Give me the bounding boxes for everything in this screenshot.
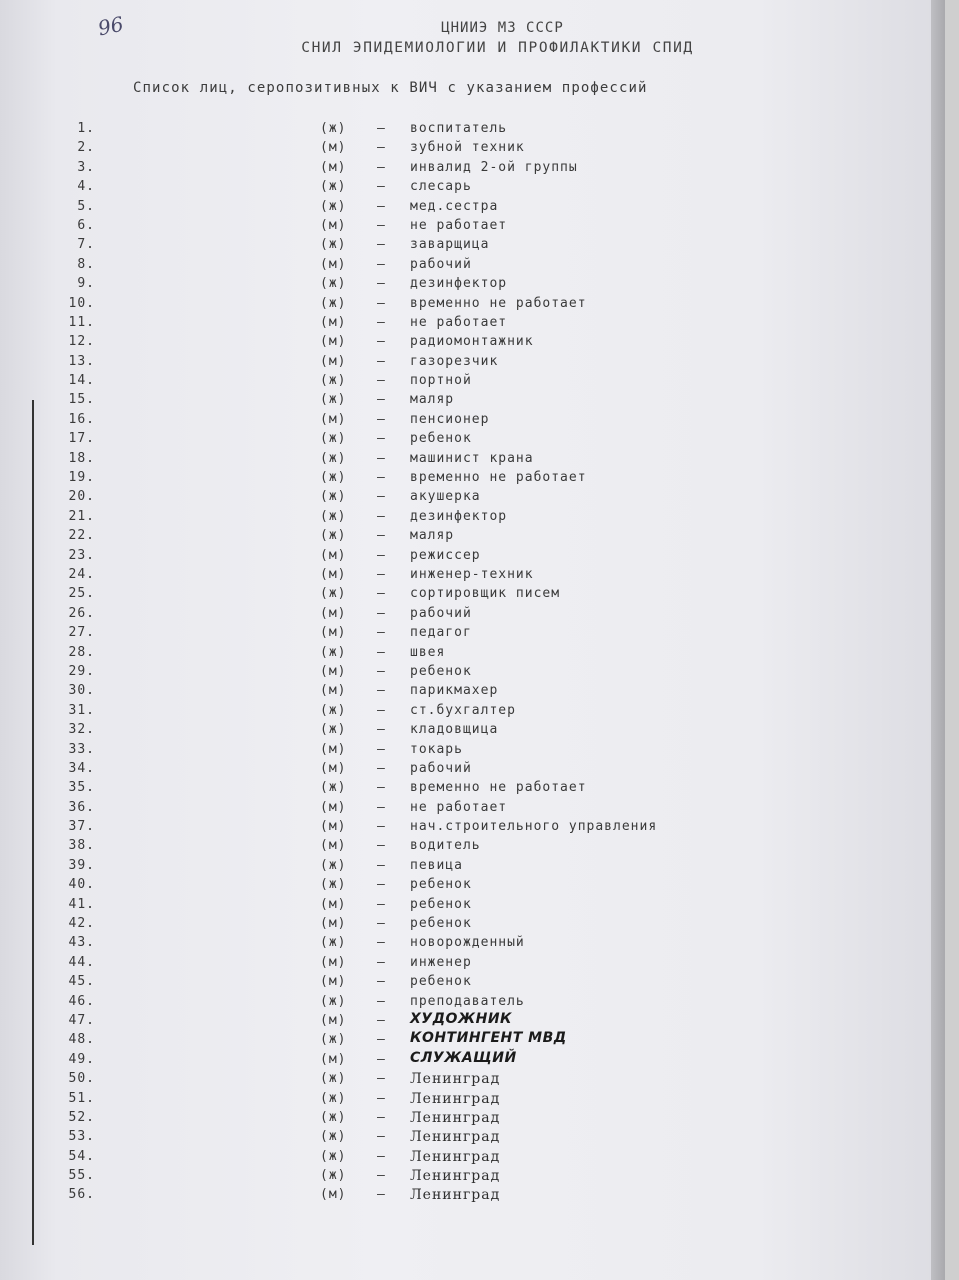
row-number: 30. [68, 683, 95, 699]
list-row [0, 742, 945, 761]
row-sex: (ж) [320, 1032, 347, 1048]
row-profession: не работает [410, 314, 508, 330]
row-sex: (ж) [320, 780, 347, 796]
row-number: 20. [68, 489, 95, 505]
row-sex: (м) [320, 799, 347, 815]
row-profession: не работает [410, 799, 508, 815]
row-dash: – [377, 1148, 386, 1164]
row-profession: КОНТИНГЕНТ МВД [410, 1030, 567, 1047]
list-row [0, 354, 945, 373]
list-row [0, 160, 945, 179]
row-dash: – [377, 1109, 386, 1125]
row-sex: (м) [320, 1187, 347, 1203]
row-profession: режиссер [410, 547, 481, 563]
row-number: 24. [68, 566, 95, 582]
list-row [0, 1091, 945, 1110]
row-number: 25. [68, 586, 95, 602]
list-row [0, 1168, 945, 1187]
list-row [0, 877, 945, 896]
row-profession: Ленинград [410, 1129, 501, 1146]
list-row [0, 567, 945, 586]
row-number: 1. [77, 121, 95, 136]
row-number: 3. [77, 159, 95, 175]
row-dash: – [377, 586, 386, 602]
row-sex: (м) [320, 663, 347, 679]
row-sex: (ж) [320, 528, 347, 544]
row-dash: – [377, 877, 386, 893]
row-number: 15. [68, 392, 95, 408]
row-number: 39. [68, 857, 95, 873]
list-row [0, 935, 945, 954]
row-number: 56. [68, 1187, 95, 1203]
handwritten-note: 96 [95, 11, 126, 41]
list-row [0, 586, 945, 605]
list-row [0, 761, 945, 780]
row-profession: радиомонтажник [410, 334, 534, 350]
list-row [0, 121, 945, 140]
row-profession: ХУДОЖНИК [410, 1010, 512, 1027]
row-dash: – [377, 411, 386, 427]
row-profession: ребенок [410, 896, 472, 912]
list-row [0, 334, 945, 353]
row-sex: (м) [320, 838, 347, 854]
row-number: 31. [68, 702, 95, 718]
row-profession: ст.бухгалтер [410, 702, 516, 718]
row-number: 40. [68, 877, 95, 893]
row-number: 32. [68, 722, 95, 738]
row-dash: – [377, 334, 386, 350]
row-number: 8. [77, 256, 95, 272]
row-sex: (ж) [320, 1109, 347, 1125]
row-sex: (ж) [320, 373, 347, 389]
institute-name: ЦНИИЭ МЗ СССР [441, 20, 564, 36]
row-number: 27. [68, 625, 95, 641]
row-sex: (м) [320, 741, 347, 757]
row-number: 43. [68, 935, 95, 951]
row-profession: маляр [410, 392, 455, 408]
list-row [0, 664, 945, 683]
row-dash: – [377, 121, 386, 136]
row-sex: (м) [320, 334, 347, 350]
row-sex: (ж) [320, 993, 347, 1009]
row-profession: мед.сестра [410, 198, 499, 214]
row-profession: ребенок [410, 431, 472, 447]
row-sex: (м) [320, 314, 347, 330]
row-sex: (м) [320, 140, 347, 156]
row-dash: – [377, 760, 386, 776]
row-sex: (ж) [320, 857, 347, 873]
row-dash: – [377, 140, 386, 156]
row-sex: (ж) [320, 1168, 347, 1184]
list-row [0, 257, 945, 276]
list-row [0, 897, 945, 916]
row-sex: (м) [320, 159, 347, 175]
row-dash: – [377, 159, 386, 175]
row-profession: кладовщица [410, 722, 499, 738]
list-row [0, 1071, 945, 1090]
row-profession: Ленинград [410, 1071, 501, 1088]
row-sex: (м) [320, 547, 347, 563]
row-profession: временно не работает [410, 470, 587, 486]
row-sex: (ж) [320, 198, 347, 214]
row-dash: – [377, 450, 386, 466]
list-row [0, 916, 945, 935]
row-dash: – [377, 935, 386, 951]
row-dash: – [377, 489, 386, 505]
document-header [0, 20, 945, 56]
row-number: 2. [77, 140, 95, 156]
row-dash: – [377, 625, 386, 641]
list-row [0, 1049, 945, 1071]
row-number: 23. [68, 547, 95, 563]
row-profession: инженер [410, 954, 472, 970]
row-sex: (м) [320, 974, 347, 990]
list-row [0, 819, 945, 838]
row-profession: ребенок [410, 877, 472, 893]
list-row [0, 218, 945, 237]
row-profession: инвалид 2-ой группы [410, 159, 578, 175]
row-profession: СЛУЖАЩИЙ [410, 1049, 517, 1066]
row-dash: – [377, 741, 386, 757]
row-sex: (ж) [320, 179, 347, 195]
row-dash: – [377, 780, 386, 796]
row-profession: Ленинград [410, 1090, 501, 1107]
row-number: 35. [68, 780, 95, 796]
row-number: 46. [68, 993, 95, 1009]
row-profession: швея [410, 644, 446, 660]
row-number: 18. [68, 450, 95, 466]
row-number: 54. [68, 1148, 95, 1164]
list-row [0, 645, 945, 664]
row-sex: (ж) [320, 470, 347, 486]
row-number: 6. [77, 217, 95, 233]
row-dash: – [377, 508, 386, 524]
row-profession: пенсионер [410, 411, 490, 427]
row-sex: (ж) [320, 935, 347, 951]
row-dash: – [377, 1090, 386, 1106]
person-list [0, 121, 945, 1207]
list-row [0, 703, 945, 722]
row-number: 42. [68, 916, 95, 932]
row-profession: заварщица [410, 237, 490, 253]
row-dash: – [377, 702, 386, 718]
list-row [0, 470, 945, 489]
row-dash: – [377, 819, 386, 835]
list-row [0, 392, 945, 411]
row-dash: – [377, 528, 386, 544]
row-profession: машинист крана [410, 450, 534, 466]
row-profession: инженер-техник [410, 566, 534, 582]
list-row [0, 315, 945, 334]
row-sex: (ж) [320, 450, 347, 466]
row-dash: – [377, 857, 386, 873]
row-profession: временно не работает [410, 295, 587, 311]
row-profession: ребенок [410, 663, 472, 679]
row-profession: маляр [410, 528, 455, 544]
list-row [0, 1110, 945, 1129]
row-number: 34. [68, 760, 95, 776]
row-number: 37. [68, 819, 95, 835]
row-sex: (ж) [320, 295, 347, 311]
row-sex: (м) [320, 566, 347, 582]
row-profession: рабочий [410, 605, 472, 621]
row-profession: преподаватель [410, 993, 525, 1009]
row-profession: Ленинград [410, 1148, 501, 1165]
list-row [0, 489, 945, 508]
row-number: 33. [68, 741, 95, 757]
row-dash: – [377, 974, 386, 990]
row-dash: – [377, 431, 386, 447]
list-row [0, 431, 945, 450]
row-dash: – [377, 353, 386, 369]
row-sex: (ж) [320, 1071, 347, 1087]
row-dash: – [377, 1129, 386, 1145]
row-sex: (ж) [320, 392, 347, 408]
row-sex: (м) [320, 353, 347, 369]
row-sex: (м) [320, 916, 347, 932]
row-dash: – [377, 217, 386, 233]
list-row [0, 296, 945, 315]
row-number: 28. [68, 644, 95, 660]
row-number: 9. [77, 276, 95, 292]
row-number: 55. [68, 1168, 95, 1184]
row-dash: – [377, 605, 386, 621]
row-sex: (ж) [320, 877, 347, 893]
row-dash: – [377, 1071, 386, 1087]
list-row [0, 1149, 945, 1168]
row-number: 4. [77, 179, 95, 195]
row-sex: (м) [320, 683, 347, 699]
row-number: 51. [68, 1090, 95, 1106]
row-profession: Ленинград [410, 1187, 501, 1204]
row-profession: новорожденный [410, 935, 525, 951]
row-number: 44. [68, 954, 95, 970]
row-sex: (м) [320, 217, 347, 233]
row-sex: (ж) [320, 237, 347, 253]
row-dash: – [377, 1168, 386, 1184]
list-row [0, 722, 945, 741]
row-dash: – [377, 993, 386, 1009]
row-profession: ребенок [410, 974, 472, 990]
row-dash: – [377, 392, 386, 408]
row-number: 10. [68, 295, 95, 311]
row-profession: дезинфектор [410, 276, 508, 292]
list-row [0, 683, 945, 702]
row-sex: (м) [320, 896, 347, 912]
list-row [0, 140, 945, 159]
row-profession: акушерка [410, 489, 481, 505]
row-number: 22. [68, 528, 95, 544]
row-profession: ребенок [410, 916, 472, 932]
row-profession: портной [410, 373, 472, 389]
row-profession: рабочий [410, 256, 472, 272]
row-number: 29. [68, 663, 95, 679]
list-row [0, 412, 945, 431]
row-sex: (ж) [320, 586, 347, 602]
list-row [0, 974, 945, 993]
row-sex: (м) [320, 411, 347, 427]
row-dash: – [377, 566, 386, 582]
row-profession: временно не работает [410, 780, 587, 796]
row-number: 17. [68, 431, 95, 447]
list-row [0, 838, 945, 857]
row-number: 5. [77, 198, 95, 214]
row-profession: нач.строительного управления [410, 819, 658, 835]
row-dash: – [377, 1187, 386, 1203]
row-dash: – [377, 683, 386, 699]
list-row [0, 625, 945, 644]
list-row [0, 1187, 945, 1206]
row-profession: воспитатель [410, 121, 508, 136]
list-row [0, 955, 945, 974]
row-number: 26. [68, 605, 95, 621]
row-profession: водитель [410, 838, 481, 854]
list-row [0, 858, 945, 877]
list-row [0, 276, 945, 295]
row-sex: (м) [320, 760, 347, 776]
row-sex: (ж) [320, 276, 347, 292]
row-dash: – [377, 470, 386, 486]
list-row [0, 548, 945, 567]
row-profession: дезинфектор [410, 508, 508, 524]
row-dash: – [377, 663, 386, 679]
row-profession: педагог [410, 625, 472, 641]
row-number: 7. [77, 237, 95, 253]
row-number: 50. [68, 1071, 95, 1087]
department-name: СНИЛ ЭПИДЕМИОЛОГИИ И ПРОФИЛАКТИКИ СПИД [301, 40, 694, 56]
row-number: 14. [68, 373, 95, 389]
row-dash: – [377, 838, 386, 854]
row-sex: (ж) [320, 431, 347, 447]
row-sex: (ж) [320, 644, 347, 660]
row-sex: (м) [320, 819, 347, 835]
row-dash: – [377, 256, 386, 272]
row-number: 52. [68, 1109, 95, 1125]
row-dash: – [377, 179, 386, 195]
row-profession: Ленинград [410, 1109, 501, 1126]
row-sex: (м) [320, 1012, 347, 1028]
row-profession: Ленинград [410, 1168, 501, 1185]
row-dash: – [377, 237, 386, 253]
row-dash: – [377, 644, 386, 660]
row-dash: – [377, 1032, 386, 1048]
row-sex: (м) [320, 625, 347, 641]
row-sex: (ж) [320, 1129, 347, 1145]
row-sex: (ж) [320, 508, 347, 524]
list-row [0, 509, 945, 528]
list-title: Список лиц, серопозитивных к ВИЧ с указанием профессий [133, 80, 648, 96]
row-profession: газорезчик [410, 353, 499, 369]
row-profession: слесарь [410, 179, 472, 195]
row-dash: – [377, 896, 386, 912]
row-number: 41. [68, 896, 95, 912]
row-profession: рабочий [410, 760, 472, 776]
row-dash: – [377, 916, 386, 932]
row-number: 47. [68, 1012, 95, 1028]
row-dash: – [377, 276, 386, 292]
row-number: 12. [68, 334, 95, 350]
row-dash: – [377, 1051, 386, 1067]
list-row [0, 451, 945, 470]
row-dash: – [377, 799, 386, 815]
row-sex: (ж) [320, 1090, 347, 1106]
list-row [0, 528, 945, 547]
list-row [0, 373, 945, 392]
row-profession: парикмахер [410, 683, 499, 699]
row-number: 49. [68, 1051, 95, 1067]
list-row [0, 1129, 945, 1148]
row-number: 38. [68, 838, 95, 854]
row-profession: зубной техник [410, 140, 525, 156]
list-row [0, 179, 945, 198]
list-row [0, 237, 945, 256]
row-dash: – [377, 295, 386, 311]
row-sex: (ж) [320, 722, 347, 738]
row-dash: – [377, 547, 386, 563]
row-dash: – [377, 373, 386, 389]
row-sex: (ж) [320, 121, 347, 136]
row-profession: сортировщик писем [410, 586, 561, 602]
row-sex: (м) [320, 1051, 347, 1067]
row-dash: – [377, 722, 386, 738]
row-sex: (м) [320, 605, 347, 621]
list-row [0, 199, 945, 218]
row-profession: не работает [410, 217, 508, 233]
row-dash: – [377, 198, 386, 214]
row-dash: – [377, 954, 386, 970]
row-sex: (ж) [320, 1148, 347, 1164]
list-row [0, 606, 945, 625]
list-row [0, 800, 945, 819]
row-sex: (ж) [320, 702, 347, 718]
row-profession: токарь [410, 741, 463, 757]
list-row [0, 780, 945, 799]
row-number: 36. [68, 799, 95, 815]
row-number: 11. [68, 314, 95, 330]
row-number: 53. [68, 1129, 95, 1145]
row-dash: – [377, 1012, 386, 1028]
row-sex: (м) [320, 256, 347, 272]
row-number: 19. [68, 470, 95, 486]
row-number: 21. [68, 508, 95, 524]
row-sex: (м) [320, 954, 347, 970]
row-profession: певица [410, 857, 463, 873]
row-number: 45. [68, 974, 95, 990]
row-sex: (ж) [320, 489, 347, 505]
row-dash: – [377, 314, 386, 330]
row-number: 13. [68, 353, 95, 369]
row-number: 48. [68, 1032, 95, 1048]
row-number: 16. [68, 411, 95, 427]
